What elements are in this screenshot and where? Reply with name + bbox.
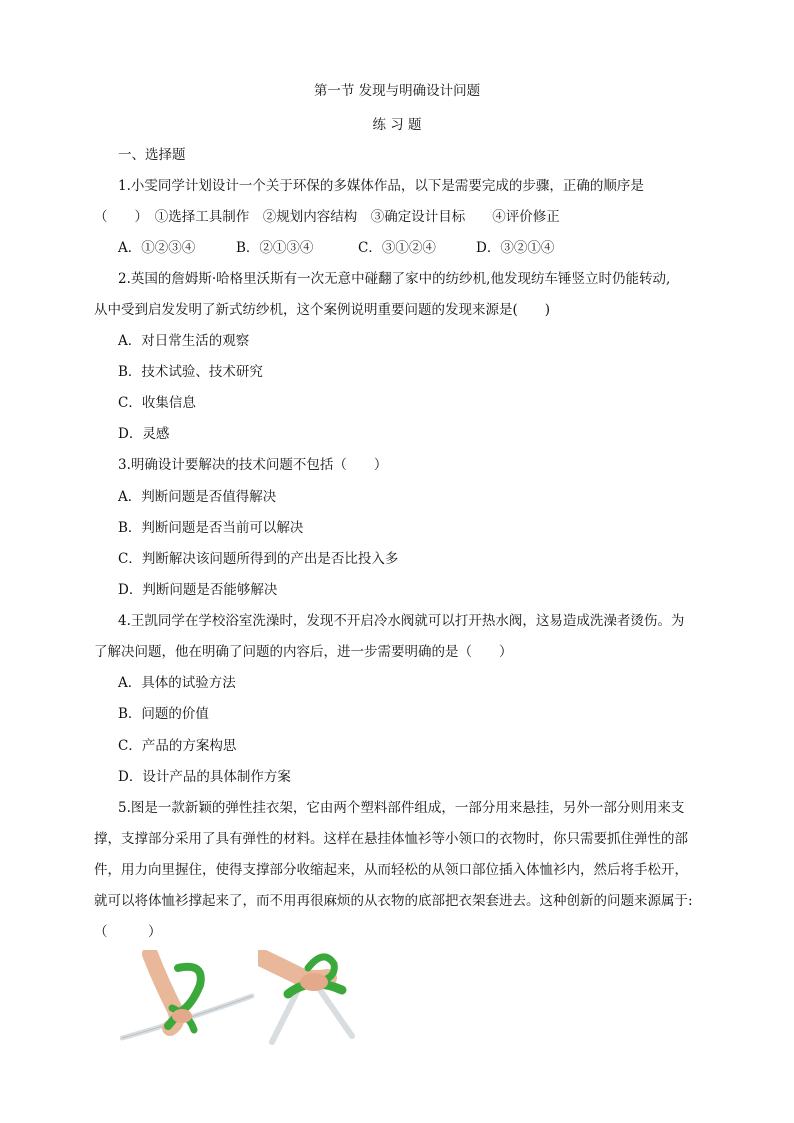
q4-line2: 了解决问题，他在明确了问题的内容后，进一步需要明确的是（ ） [94,644,513,660]
q2-option-a: A．对日常生活的观察 [118,333,250,349]
q2-option-b: B．技术试验、技术研究 [118,364,263,380]
q3-option-d: D．判断问题是否能够解决 [118,582,278,598]
q4-option-c: C．产品的方案构思 [118,738,237,754]
q4-option-a: A．具体的试验方法 [118,675,236,691]
fist [172,1009,192,1023]
q2-option-c: C．收集信息 [118,395,196,411]
q2-line1: 2.英国的詹姆斯·哈格里沃斯有一次无意中碰翻了家中的纺纱机,他发现纺车锤竖立时仍能转动, [118,271,671,287]
q1-option-d: D．③②①④ [476,240,555,256]
q3-option-a: A．判断问题是否值得解决 [118,489,277,505]
q3-option-b: B．判断问题是否当前可以解决 [118,520,304,536]
q4-line1: 4.王凯同学在学校浴室洗澡时，发现不开启冷水阀就可以打开热水阀，这易造成洗澡者烫伤。为 [118,613,685,629]
q1-line2: （ ） ①选择工具制作 ②规划内容结构 ③确定设计目标 ④评价修正 [94,209,560,225]
q3-option-c: C．判断解决该问题所得到的产出是否比投入多 [118,551,399,567]
hanger-photo-1 [120,950,255,1045]
q5-line1: 5.图是一款新颖的弹性挂衣架，它由两个塑料部件组成，一部分用来悬挂，另外一部分则用来支 [118,800,685,816]
hanger-rod-right [320,990,352,1036]
q2-option-d: D．灵感 [118,426,170,442]
question-type-label: 一、选择题 [118,147,186,163]
q1-line1: 1.小雯同学计划设计一个关于环保的多媒体作品，以下是需要完成的步骤，正确的顺序是 [118,178,644,194]
q3-line1: 3.明确设计要解决的技术问题不包括（ ） [118,457,388,473]
fist [300,973,328,991]
q1-option-b: B．②①③④ [236,240,314,256]
q1-option-a: A．①②③④ [118,240,196,256]
q5-line3: 件，用力向里握住，使得支撑部分收缩起来，从而轻松的从领口部位插入体恤衫内，然后将手松开， [94,862,688,878]
q2-line2: 从中受到启发发明了新式纺纱机，这个案例说明重要问题的发现来源是( ) [94,302,551,318]
q1-options [118,239,554,257]
q5-line4: 就可以将体恤衫撑起来了，而不用再很麻烦的从衣物的底部把衣架套进去。这种创新的问题来源属于: [94,893,693,909]
hanger-rod-left [272,990,298,1042]
exercise-subtitle: 练 习 题 [372,117,422,133]
q4-option-d: D．设计产品的具体制作方案 [118,769,291,785]
q5-answer-blank: （ ） [94,924,162,940]
section-title: 第一节 发现与明确设计问题 [313,83,481,99]
hanger-photo-2 [258,950,368,1045]
q5-line2: 撑，支撑部分采用了具有弹性的材料。这样在悬挂体恤衫等小领口的衣物时，你只需要抓住弹性的部 [94,831,688,847]
q4-option-b: B．问题的价值 [118,706,209,722]
q1-option-c: C．③①②④ [358,240,436,256]
